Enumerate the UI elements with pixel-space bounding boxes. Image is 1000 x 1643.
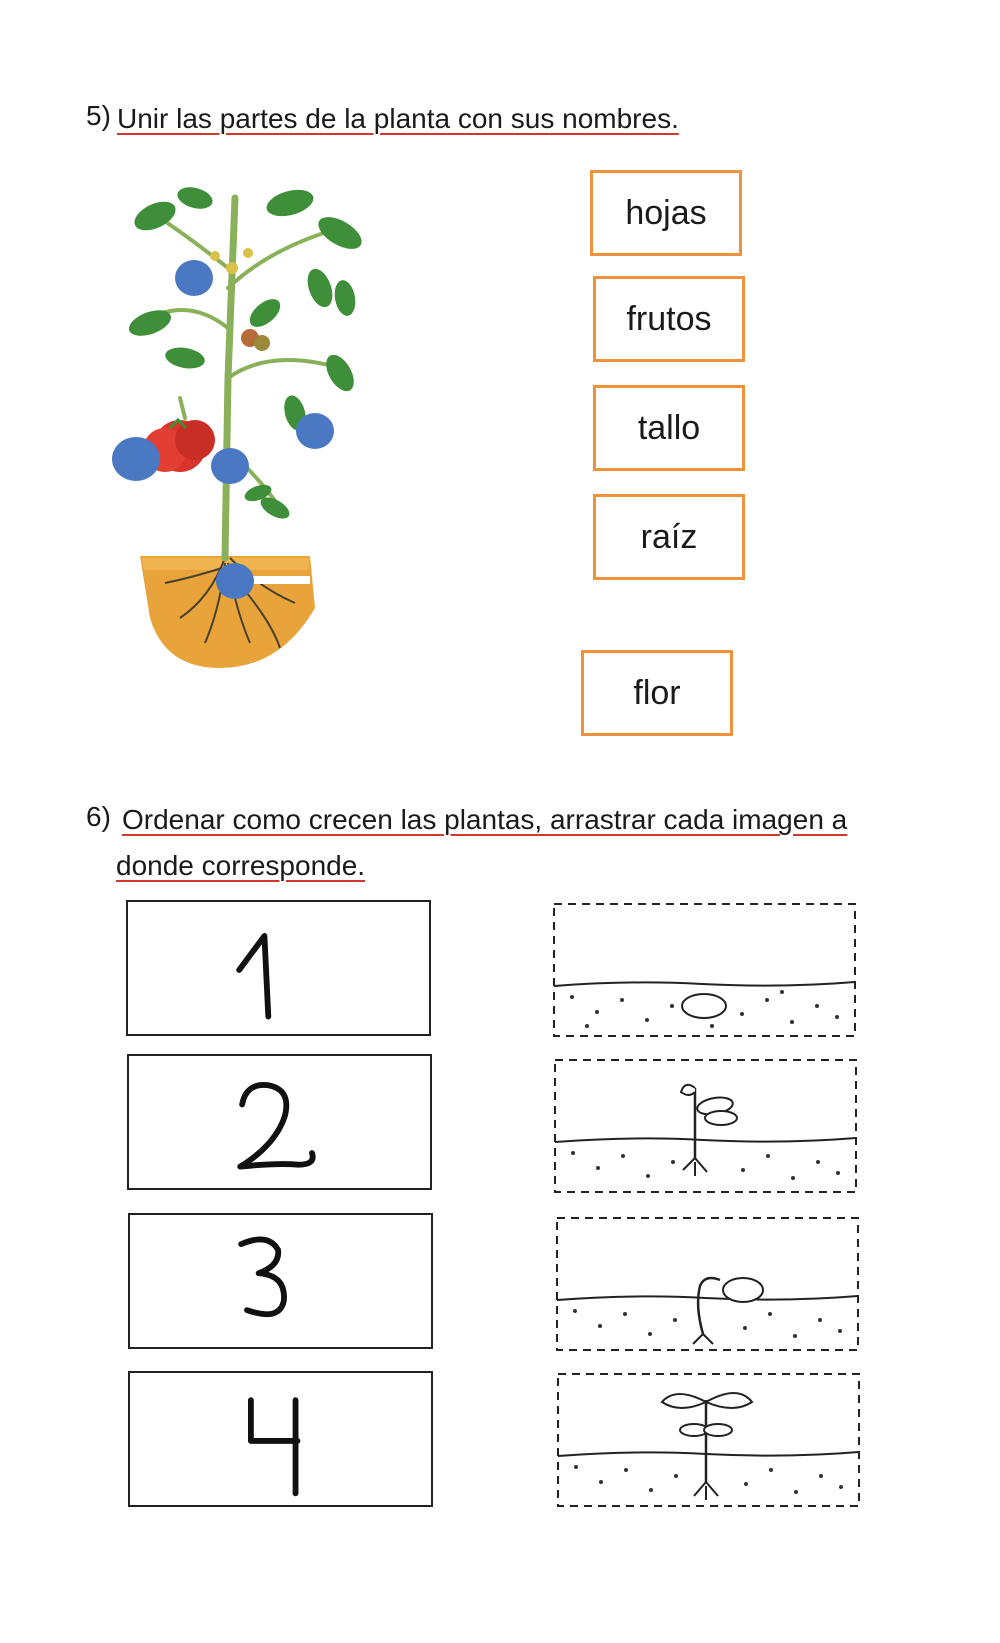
digit-4-handwritten: [130, 1373, 431, 1505]
germinating-seed-icon: [555, 1216, 860, 1352]
digit-2-handwritten: [129, 1056, 430, 1188]
label-text: raíz: [640, 517, 698, 556]
label-text: flor: [633, 673, 681, 712]
stage-card-sprout[interactable]: [553, 1058, 858, 1194]
hotspot-stem[interactable]: [211, 448, 249, 484]
hotspot-root[interactable]: [216, 563, 254, 599]
hotspot-flower[interactable]: [175, 260, 213, 296]
order-slot-2[interactable]: [127, 1054, 432, 1190]
seedling-with-leaves-icon: [556, 1372, 861, 1508]
question-6-number: 6): [86, 801, 111, 832]
label-tallo[interactable]: [593, 385, 745, 471]
label-hojas[interactable]: [590, 170, 742, 256]
order-slot-4[interactable]: [128, 1371, 433, 1507]
order-slot-3[interactable]: [128, 1213, 433, 1349]
hotspot-fruit[interactable]: [112, 437, 160, 481]
label-flor[interactable]: [581, 650, 733, 736]
digit-3-handwritten: [130, 1215, 431, 1347]
stage-card-seedling[interactable]: [556, 1372, 861, 1508]
question-5-number: 5): [86, 100, 111, 131]
label-text: hojas: [625, 193, 707, 232]
plant-illustration: [110, 178, 380, 678]
question-6-text-line2: donde corresponde.: [116, 850, 366, 881]
seed-in-soil-icon: [552, 902, 857, 1038]
label-text: tallo: [637, 408, 701, 447]
tomato-plant-icon: [110, 178, 380, 678]
hotspot-leaf[interactable]: [296, 413, 334, 449]
question-5-text: Unir las partes de la planta con sus nombres.: [117, 103, 679, 134]
order-slot-1[interactable]: [126, 900, 431, 1036]
label-raiz[interactable]: [593, 494, 745, 580]
label-frutos[interactable]: [593, 276, 745, 362]
question-6-text-line1: Ordenar como crecen las plantas, arrastrar cada imagen a: [122, 804, 848, 835]
label-text: frutos: [626, 299, 712, 338]
sprout-with-leaves-icon: [553, 1058, 858, 1194]
digit-1-handwritten: [128, 902, 429, 1034]
stage-card-germinating[interactable]: [555, 1216, 860, 1352]
stage-card-seed[interactable]: [552, 902, 857, 1038]
